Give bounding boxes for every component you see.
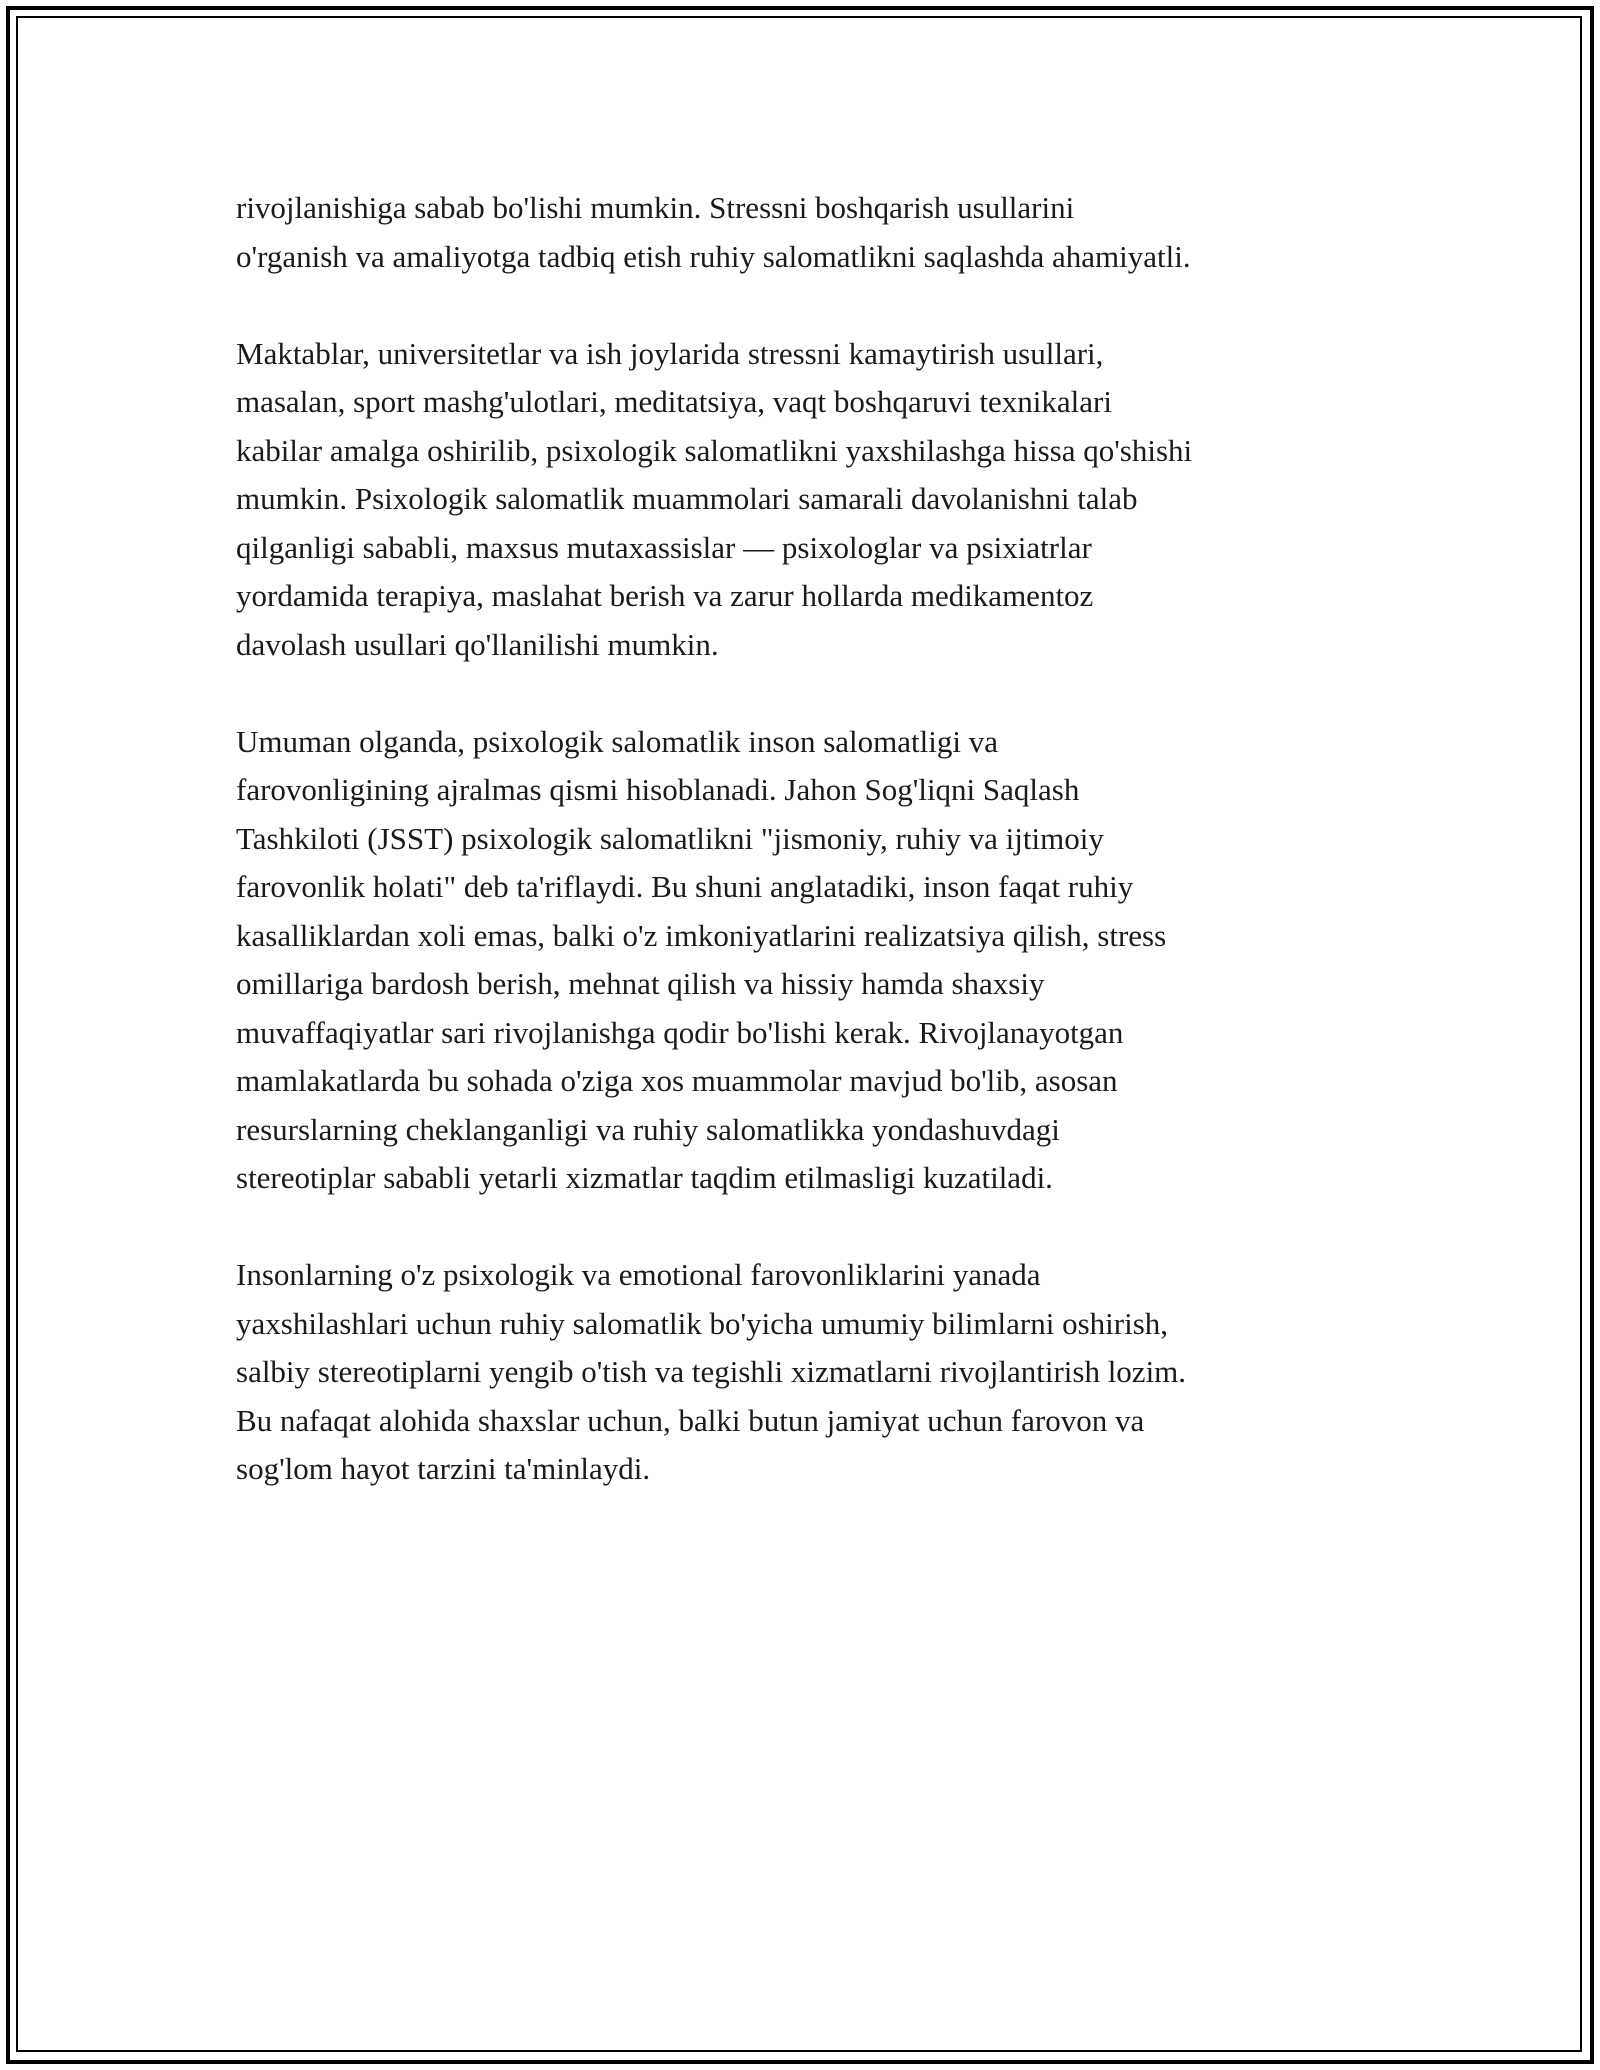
text-line: muvaffaqiyatlar sari rivojlanishga qodir bo'lishi kerak. Rivojlanayotgan: [236, 1014, 1124, 1050]
paragraph: [236, 330, 1376, 670]
text-line: kasalliklardan xoli emas, balki o'z imkoniyatlarini realizatsiya qilish, stress: [236, 917, 1167, 953]
text-line: rivojlanishiga sabab bo'lishi mumkin. Stressni boshqarish usullarini: [236, 190, 1075, 225]
text-line: Bu nafaqat alohida shaxslar uchun, balki butun jamiyat uchun farovon va: [236, 1402, 1145, 1438]
text-line: kabilar amalga oshirilib, psixologik salomatlikni yaxshilashga hissa qo'shishi: [236, 432, 1193, 468]
text-line: davolash usullari qo'llanilishi mumkin.: [236, 626, 719, 662]
text-line: farovonlik holati" deb ta'riflaydi. Bu shuni anglatadiki, inson faqat ruhiy: [236, 869, 1134, 904]
paragraph: [236, 1251, 1376, 1494]
text-line: stereotiplar sababli yetarli xizmatlar taqdim etilmasligi kuzatiladi.: [236, 1160, 1053, 1195]
paragraph: [236, 184, 1376, 281]
paragraph: [236, 718, 1376, 1203]
text-line: Tashkiloti (JSST) psixologik salomatlikni "jismoniy, ruhiy va ijtimoiy: [236, 820, 1104, 856]
text-line: farovonligining ajralmas qismi hisoblanadi. Jahon Sog'liqni Saqlash: [236, 772, 1080, 807]
text-line: mumkin. Psixologik salomatlik muammolari samarali davolanishni talab: [236, 481, 1138, 516]
text-line: qilganligi sababli, maxsus mutaxassislar — psixologlar va psixiatrlar: [236, 529, 1092, 565]
text-line: resurslarning cheklanganligi va ruhiy salomatlikka yondashuvdagi: [236, 1111, 1060, 1147]
text-line: masalan, sport mashg'ulotlari, meditatsiya, vaqt boshqaruvi texnikalari: [236, 384, 1112, 419]
text-line: salbiy stereotiplarni yengib o'tish va tegishli xizmatlarni rivojlantirish lozim.: [236, 1354, 1187, 1389]
text-line: o'rganish va amaliyotga tadbiq etish ruhiy salomatlikni saqlashda ahamiyatli.: [236, 238, 1191, 274]
text-line: yaxshilashlari uchun ruhiy salomatlik bo'yicha umumiy bilimlarni oshirish,: [236, 1305, 1169, 1341]
text-line: omillariga bardosh berish, mehnat qilish va hissiy hamda shaxsiy: [236, 966, 1045, 1001]
text-line: sog'lom hayot tarzini ta'minlaydi.: [236, 1451, 651, 1486]
text-line: Maktablar, universitetlar va ish joylarida stressni kamaytirish usullari,: [236, 335, 1104, 371]
text-line: Umuman olganda, psixologik salomatlik inson salomatligi va: [236, 723, 998, 759]
text-line: Insonlarning o'z psixologik va emotional farovonliklarini yanada: [236, 1257, 1041, 1292]
text-line: mamlakatlarda bu sohada o'ziga xos muammolar mavjud bo'lib, asosan: [236, 1063, 1118, 1098]
document-body: [236, 184, 1376, 1542]
text-line: yordamida terapiya, maslahat berish va zarur hollarda medikamentoz: [236, 578, 1094, 613]
